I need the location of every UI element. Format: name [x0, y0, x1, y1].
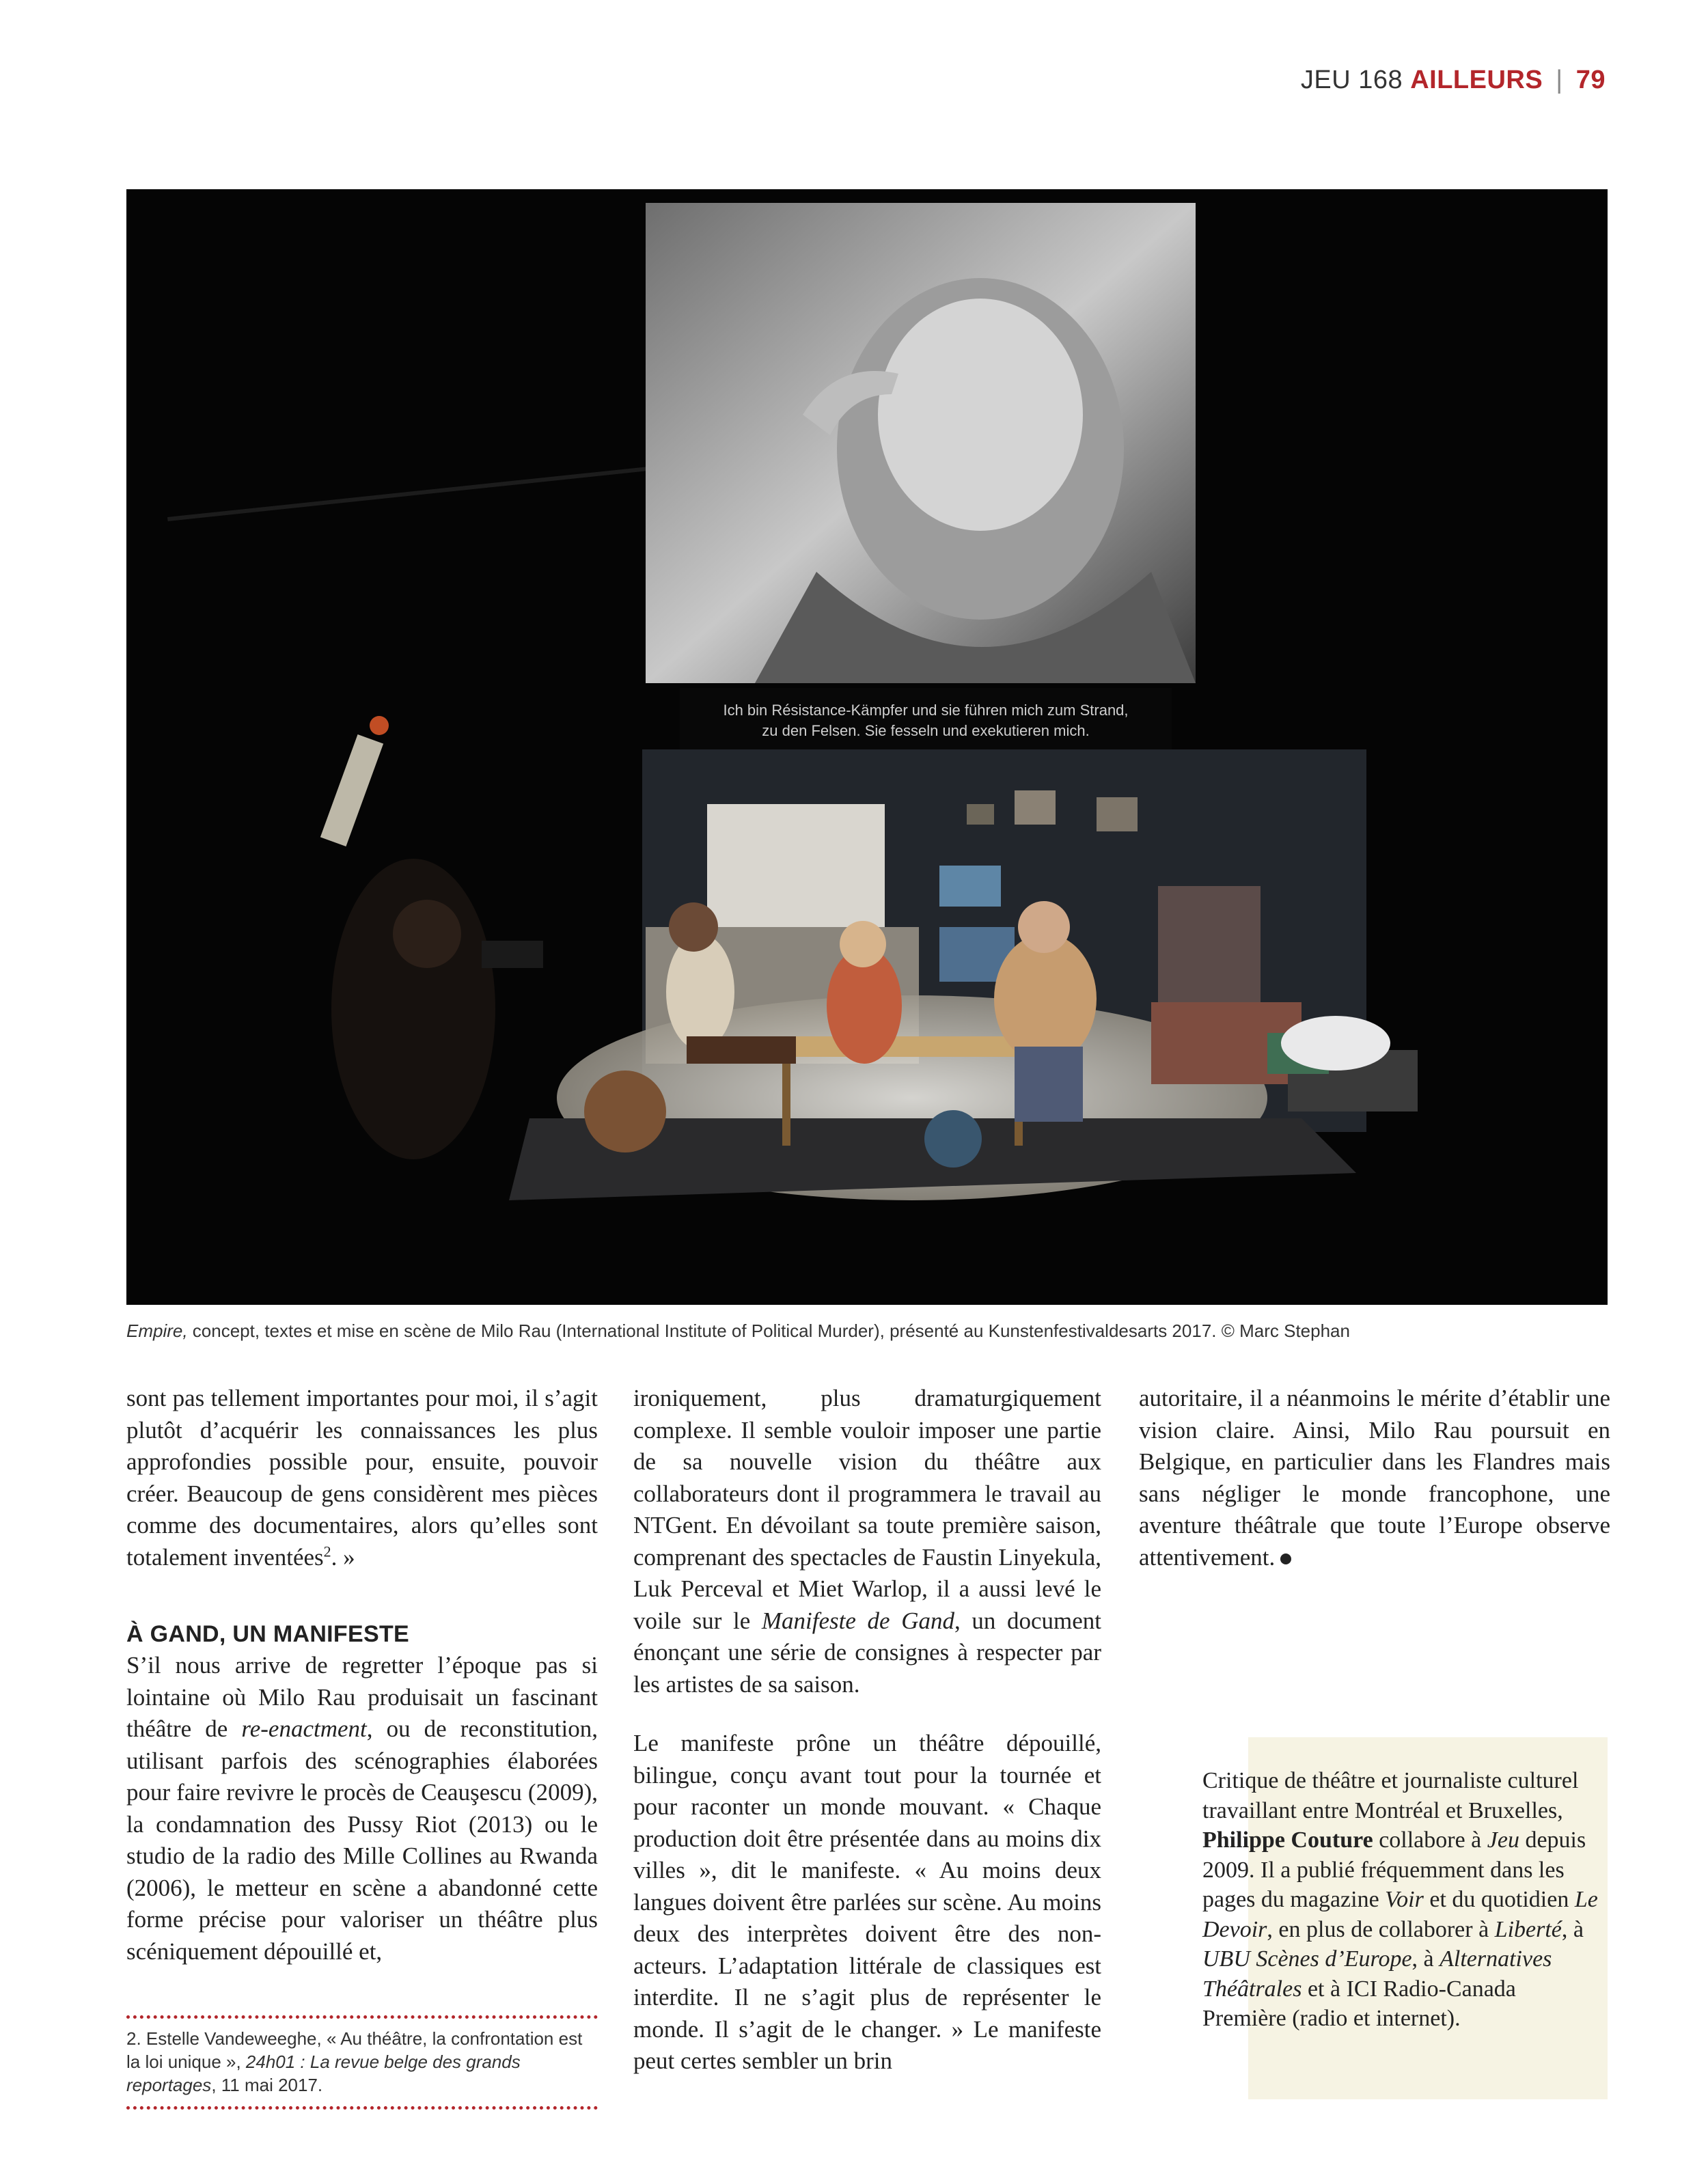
subtitle-line-2: zu den Felsen. Sie fesseln und exekutieren mich. [762, 722, 1090, 739]
bio-text: et à ICI Radio-Canada Première (radio et internet). [1202, 1976, 1516, 2031]
section-subhead: À GAND, UN MANIFESTE [126, 1621, 409, 1647]
bio-text: depuis 2009. Il a publié fréquemment dans les pages du magazine [1202, 1827, 1586, 1912]
paragraph-text: ironiquement, plus dramaturgiquement complexe. Il semble vouloir imposer une partie de sa nouvelle vision du théâtre aux collaborateurs dont il programmera le travail au NTGent. En dévoilant sa toute première saison, comprenant des spectacles de Faustin Linyekula, Luk Perceval et Miet Warlop, il a aussi levé le voile sur le [633, 1385, 1101, 1634]
paragraph [633, 1383, 1101, 1700]
end-mark-icon [1280, 1553, 1291, 1564]
section-name: AILLEURS [1410, 66, 1543, 94]
header-separator: | [1556, 66, 1563, 94]
bio-publication: Alternatives Théâtrales [1202, 1946, 1552, 2002]
bio-text: Critique de théâtre et journaliste culturel travaillant entre Montréal et Bruxelles, [1202, 1768, 1579, 1823]
footnote-publication: 24h01 : La revue belge des grands reportages [126, 2052, 521, 2095]
paragraph-text: , un document énonçant une série de consignes à respecter par les artistes de sa saison. [633, 1607, 1101, 1698]
paragraph: Le manifeste prône un théâtre dépouillé, bilingue, conçu avant tout pour la tournée et pour raconter un monde mouvant. « Chaque production doit être présentée dans au moins dix villes », dit le manifeste. « Au moins deux langues doivent être parlées sur scène. Au moins deux des interprètes doivent être des non-acteurs. L’adaptation littérale de classiques est interdite. Il ne s’agit plus de représenter le monde. Il s’agit de le changer. » Le manifeste peut certes sembler un brin [633, 1730, 1101, 2074]
bio-text: , à [1561, 1916, 1584, 1942]
bio-text: , en plus de collaborer à [1267, 1916, 1495, 1942]
paragraph-text: sont pas tellement importantes pour moi, il s’agit plutôt d’acquérir les connaissances les plus approfondies possible pour, ensuite, pouvoir créer. Beaucoup de gens considèrent mes pièces comme des documentaires, alors qu’elles sont totalement inventées [126, 1385, 598, 1571]
paragraph-end: . » [331, 1543, 355, 1571]
bio-publication: Le Devoir [1202, 1887, 1598, 1942]
column-2 [633, 1383, 1101, 2077]
stage-photo-illustration [126, 189, 1608, 1305]
emphasis: Manifeste de Gand [761, 1607, 954, 1634]
paragraph-text: S’il nous arrive de regretter l’époque pas si lointaine où Milo Rau produisait un fascinant théâtre de [126, 1652, 598, 1742]
footnote [126, 2015, 598, 2110]
bio-publication: Jeu [1487, 1827, 1519, 1853]
stage-photo [126, 189, 1608, 1305]
footnote-text: , 11 mai 2017. [211, 2075, 323, 2095]
magazine-issue: JEU 168 [1300, 66, 1403, 94]
paragraph [126, 1650, 598, 1967]
column-3 [1139, 1383, 1610, 1573]
emphasis: re-enactment [241, 1715, 367, 1742]
caption-text: concept, textes et mise en scène de Milo Rau (International Institute of Political Murder), présenté au Kunstenfestivaldesarts 2017. © Marc Stephan [187, 1321, 1350, 1341]
page-number: 79 [1575, 66, 1606, 94]
column-1 [126, 1383, 598, 1967]
bio-text: , à [1411, 1946, 1440, 1972]
photo-caption [126, 1321, 1629, 1342]
author-name: Philippe Couture [1202, 1827, 1373, 1853]
footnote-text: 2. Estelle Vandeweeghe, « Au théâtre, la confrontation est la loi unique », [126, 2028, 583, 2072]
bio-publication: UBU Scènes d’Europe [1202, 1946, 1412, 1972]
running-header [1301, 66, 1606, 95]
paragraph-text: autoritaire, il a néanmoins le mérite d’établir une vision claire. Ainsi, Milo Rau poursuit en Belgique, en particulier dans les Flandres mais sans négliger le monde francophone, une aventure théâtrale que toute l’Europe observe attentivement. [1139, 1385, 1610, 1571]
bio-text: et du quotidien [1423, 1887, 1575, 1912]
paragraph [126, 1383, 598, 1573]
paragraph [1139, 1383, 1610, 1573]
bio-text: collabore à [1373, 1827, 1487, 1853]
bio-publication: Voir [1385, 1887, 1424, 1912]
caption-title: Empire, [126, 1321, 188, 1341]
bio-publication: Liberté [1494, 1916, 1562, 1942]
author-bio [1202, 1766, 1606, 2034]
projection-screen [646, 203, 1196, 683]
paragraph-text: , ou de reconstitution, utilisant parfois des scénographies élaborées pour faire revivre le procès de Ceauşescu (2009), la condamnation des Pussy Riot (2013) ou le studio de la radio des Mille Collines au Rwanda (2006), le metteur en scène a abandonné cette forme précise pour valoriser un théâtre plus scéniquement dépouillé et, [126, 1715, 598, 1965]
footnote-ref: 2 [323, 1542, 331, 1560]
subtitle-line-1: Ich bin Résistance-Kämpfer und sie führen mich zum Strand, [723, 702, 1129, 719]
